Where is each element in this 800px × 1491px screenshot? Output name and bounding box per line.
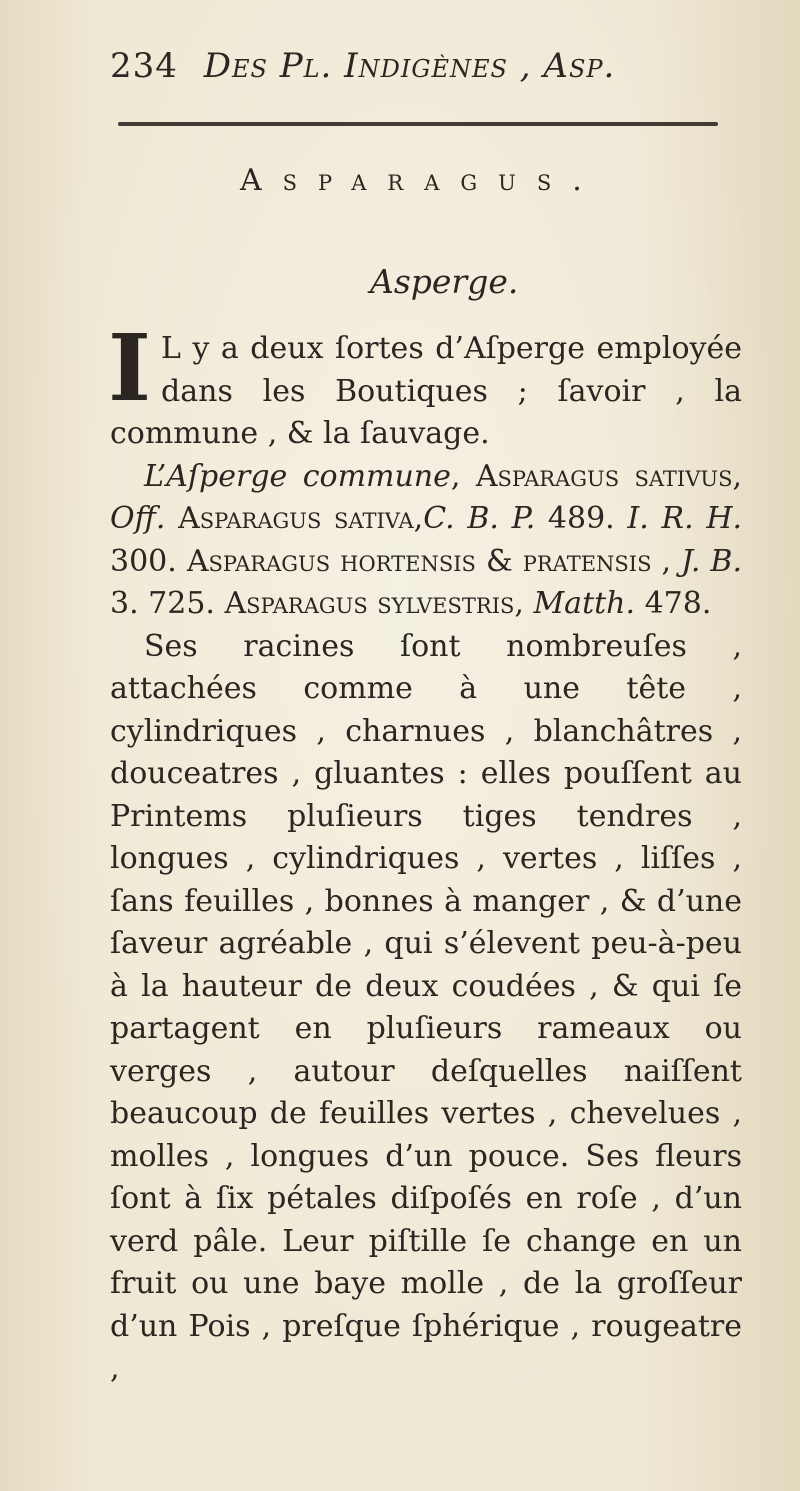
paragraph-description: Ses racines ſont nombreuſes , attachées comme à une tête , cylindriques , charnues , blanchâtres , douceatres , gluantes : elles pouſſent au Printems pluſieurs tiges tendres , longues , cylindriques , vertes , liſſes , ſans feuilles , bonnes à manger , & d’une ſaveur agréable , qui s’élevent peu-à-peu à la hauteur de deux coudées , & qui ſe partagent en pluſieurs rameaux ou verges , autour deſquelles naiſſent beaucoup de feuilles vertes , chevelues , molles , longues d’un pouce. Ses fleurs ſont à ſix pétales diſpoſés en roſe , d’un verd pâle. Leur piſtille ſe change en un fruit ou une baye molle , de la groſſeur d’un Pois , preſque ſphérique , rougeatre , [110, 628, 742, 1386]
synonym-source: C. B. P. [423, 501, 536, 536]
page-number: 234 [110, 46, 178, 86]
reference-number: 3. 725. [110, 586, 225, 621]
synonym-source: J. B. [681, 543, 742, 579]
punctuation: , [514, 586, 534, 621]
synonym-latin: Asparagus sativa [178, 501, 414, 536]
punctuation: , [651, 543, 682, 579]
synonym-latin: Asparagus hortensis [186, 543, 476, 579]
reference-number: 300. [110, 543, 187, 579]
punctuation: , [450, 458, 476, 494]
paragraph-intro-text: L y a deux ſortes d’Aſperge employée dans les Boutiques ; ſavoir , la commune , & la ſauvage. [110, 331, 742, 451]
reference-number: 489. [535, 501, 628, 536]
punctuation: , [732, 458, 743, 494]
paragraph-synonyms [110, 456, 742, 626]
header-rule [118, 122, 718, 126]
drop-cap: I [108, 314, 152, 422]
section-heading: Asparagus. [240, 163, 603, 198]
synonym-source: Off. [110, 501, 166, 536]
section-subheading: Asperge. [370, 262, 519, 301]
synonym-latin: pratensis [522, 543, 652, 579]
synonym-source: I. R. H. [627, 501, 743, 536]
punctuation [165, 501, 178, 536]
running-head [110, 46, 742, 96]
punctuation: & [475, 543, 523, 579]
synonym-name: L’Aſperge commune [144, 458, 451, 494]
paragraph-intro [108, 314, 742, 456]
punctuation: , [413, 501, 424, 536]
synonym-latin: Asparagus sativus [475, 458, 733, 494]
body-text [108, 314, 743, 1391]
running-title: Des Pl. Indigènes , Asp. [203, 46, 616, 86]
synonym-source: Matth. [533, 586, 636, 621]
synonym-latin: Asparagus sylvestris [224, 586, 515, 621]
reference-number: 478. [635, 586, 712, 621]
